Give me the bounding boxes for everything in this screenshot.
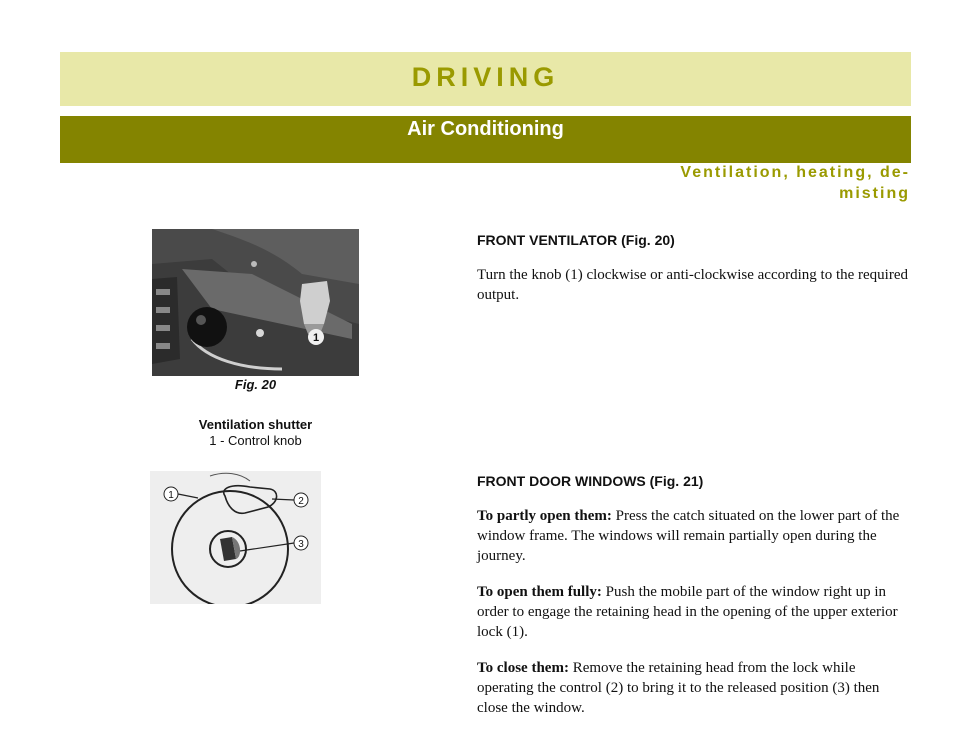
windows-fully-text: Push the mobile part of the window right up in order to engage the retaining head in the opening of the upper exterior lock (1). (477, 584, 898, 640)
section-title: Air Conditioning (407, 118, 564, 140)
fig21-callout-2: 2 (298, 496, 304, 507)
fig20-title: Ventilation shutter (198, 417, 313, 432)
fig21-callout-1: 1 (168, 490, 174, 501)
ventilator-text: Turn the knob (1) clockwise or anti-clockwise according to the required output. (477, 267, 908, 303)
fig21-image (150, 471, 321, 604)
windows-partly-label: To partly open them: (477, 508, 612, 524)
windows-close-paragraph (477, 658, 912, 718)
section-banner (60, 116, 911, 163)
fig20-callout: 1 (312, 332, 320, 344)
fig20-label: Fig. 20 (234, 377, 277, 392)
windows-partly-text: Press the catch situated on the lower part of the window frame. The windows will remain partially open during the journey. (477, 508, 900, 564)
chapter-title: DRIVING (411, 62, 560, 92)
ventilator-heading: FRONT VENTILATOR (Fig. 20) (477, 232, 675, 248)
window-lock-diagram (150, 471, 321, 604)
fig21-callout-3: 3 (298, 539, 304, 550)
ventilation-shutter-photo (152, 229, 359, 376)
fig20-legend: 1 - Control knob (209, 433, 302, 448)
windows-heading: FRONT DOOR WINDOWS (Fig. 21) (477, 473, 704, 489)
windows-partly-paragraph (477, 506, 912, 566)
subsection-title: Ventilation, heating, de-misting (680, 164, 910, 202)
windows-fully-paragraph (477, 582, 912, 642)
fig20-image (152, 229, 359, 376)
windows-section (477, 471, 912, 718)
windows-close-label: To close them: (477, 660, 569, 676)
windows-close-text: Remove the retaining head from the lock while operating the control (2) to bring it to the released position (3) then close the window. (477, 660, 880, 716)
ventilator-section (477, 230, 912, 305)
windows-fully-label: To open them fully: (477, 584, 602, 600)
chapter-banner (60, 52, 911, 106)
